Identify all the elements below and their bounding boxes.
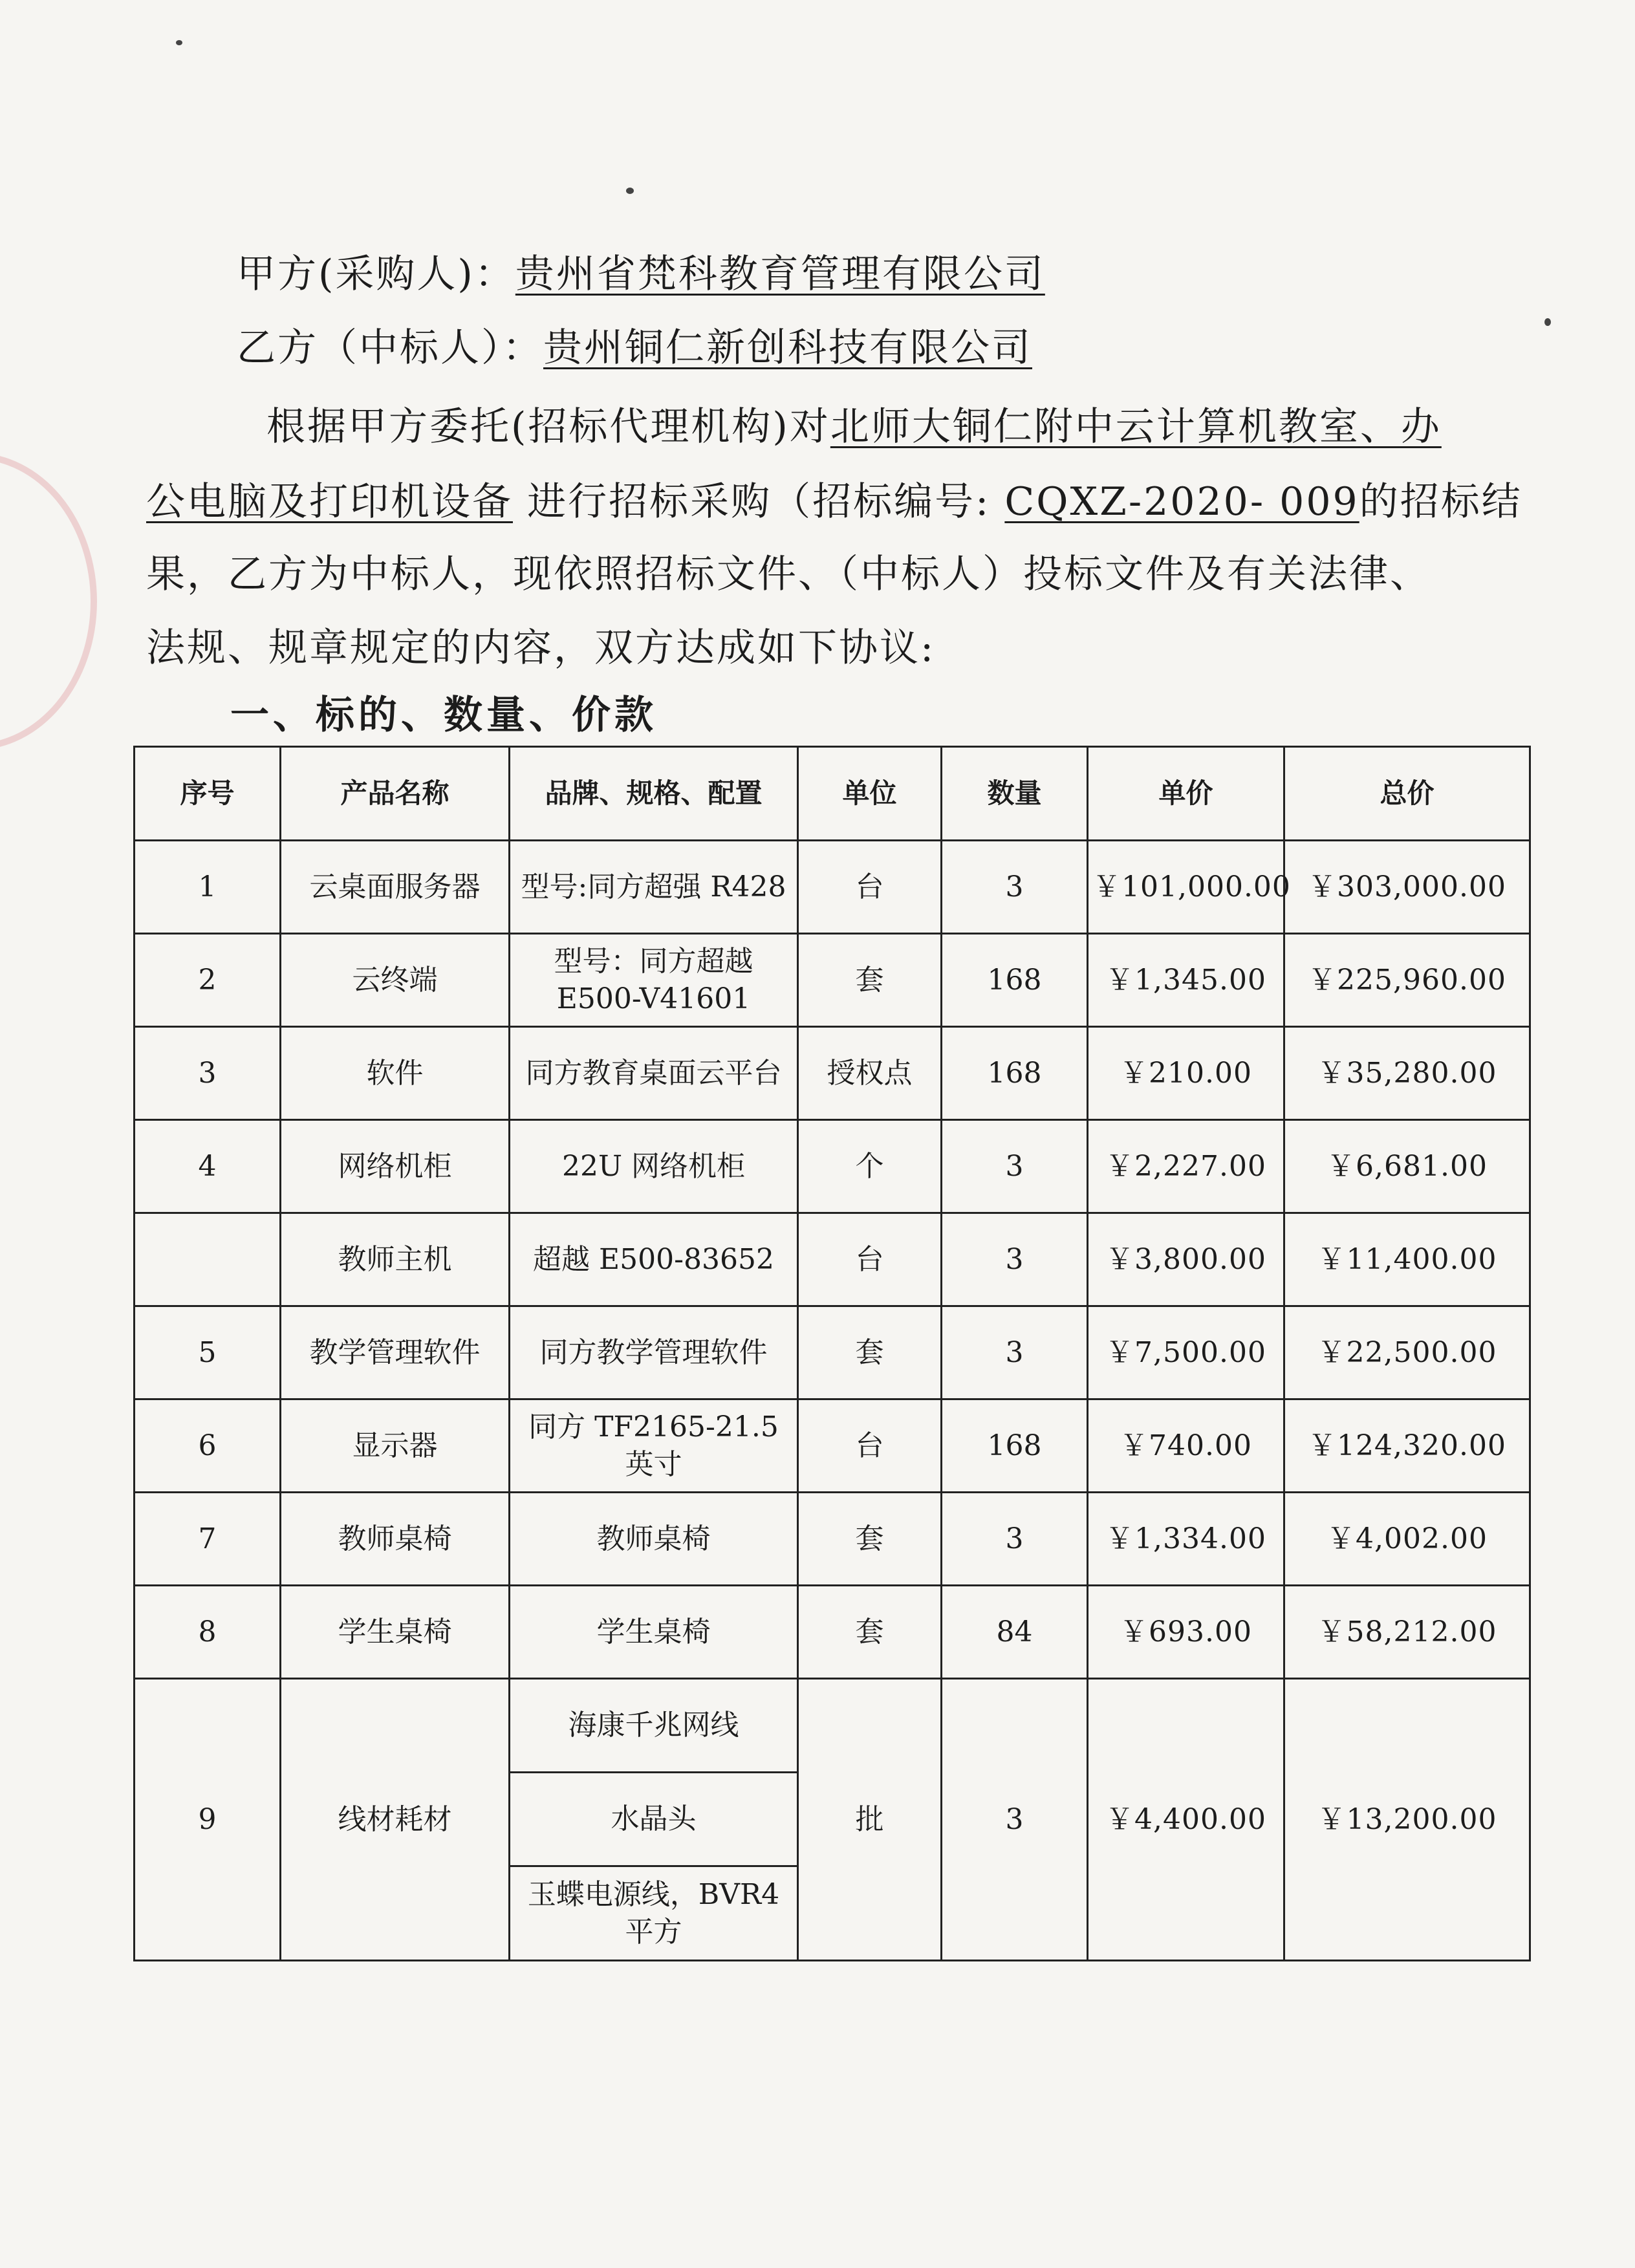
row-name: 云终端 [281, 934, 510, 1027]
intro-text: 根据甲方委托(招标代理机构)对 [266, 404, 830, 449]
row-unit: 台 [798, 1213, 942, 1306]
intro-line-1 [266, 401, 1442, 453]
row-price: ￥4,400.00 [1088, 1679, 1284, 1961]
row-name: 云桌面服务器 [281, 841, 510, 934]
table-row [135, 1586, 1530, 1679]
scan-speck [626, 188, 634, 194]
row-no [135, 1213, 281, 1306]
row-qty: 168 [942, 934, 1088, 1027]
table-row [135, 1213, 1530, 1306]
row-total: ￥124,320.00 [1284, 1399, 1530, 1493]
table-row [135, 841, 1530, 934]
row-unit: 批 [798, 1679, 942, 1961]
row-qty: 3 [942, 1493, 1088, 1586]
header-unit: 单位 [798, 747, 942, 841]
row-qty: 168 [942, 1399, 1088, 1493]
row-name: 教师桌椅 [281, 1493, 510, 1586]
row-unit: 套 [798, 1493, 942, 1586]
row-price: ￥693.00 [1088, 1586, 1284, 1679]
party-b-line [237, 322, 1032, 374]
row-no: 2 [135, 934, 281, 1027]
table-row-last [135, 1679, 1530, 1773]
intro-text: 进行招标采购（招标编号: [513, 479, 1005, 524]
row-unit: 套 [798, 1586, 942, 1679]
row-price: ￥3,800.00 [1088, 1213, 1284, 1306]
row-name: 教学管理软件 [281, 1306, 510, 1399]
row-total: ￥13,200.00 [1284, 1679, 1530, 1961]
row-total: ￥6,681.00 [1284, 1120, 1530, 1213]
row-no: 5 [135, 1306, 281, 1399]
red-seal-stamp [0, 453, 97, 750]
scan-speck [176, 40, 182, 45]
party-a-label: 甲方(采购人)： [237, 252, 515, 297]
table-row [135, 1027, 1530, 1120]
section-title: 一、标的、数量、价款 [230, 693, 657, 738]
intro-line-3: 果，乙方为中标人，现依照招标文件、（中标人）投标文件及有关法律、 [146, 552, 1431, 597]
row-price: ￥740.00 [1088, 1399, 1284, 1493]
row-qty: 168 [942, 1027, 1088, 1120]
header-spec: 品牌、规格、配置 [510, 747, 798, 841]
table-header-row [135, 747, 1530, 841]
row-spec-sub: 水晶头 [510, 1773, 798, 1866]
row-total: ￥11,400.00 [1284, 1213, 1530, 1306]
header-qty: 数量 [942, 747, 1088, 841]
row-unit: 台 [798, 841, 942, 934]
row-qty: 3 [942, 1306, 1088, 1399]
row-spec: 型号：同方超越 E500-V41601 [510, 934, 798, 1027]
intro-line-2 [146, 476, 1522, 528]
row-price: ￥1,334.00 [1088, 1493, 1284, 1586]
row-no: 6 [135, 1399, 281, 1493]
row-unit: 授权点 [798, 1027, 942, 1120]
row-price: ￥2,227.00 [1088, 1120, 1284, 1213]
row-name: 软件 [281, 1027, 510, 1120]
row-no: 7 [135, 1493, 281, 1586]
table-row [135, 934, 1530, 1027]
row-name: 线材耗材 [281, 1679, 510, 1961]
row-total: ￥4,002.00 [1284, 1493, 1530, 1586]
header-price: 单价 [1088, 747, 1284, 841]
row-total: ￥225,960.00 [1284, 934, 1530, 1027]
header-no: 序号 [135, 747, 281, 841]
row-qty: 3 [942, 1120, 1088, 1213]
row-unit: 个 [798, 1120, 942, 1213]
table-row [135, 1306, 1530, 1399]
table-row [135, 1120, 1530, 1213]
intro-text: 的招标结 [1359, 479, 1522, 524]
row-price: ￥210.00 [1088, 1027, 1284, 1120]
row-spec: 学生桌椅 [510, 1586, 798, 1679]
row-total: ￥35,280.00 [1284, 1027, 1530, 1120]
row-unit: 台 [798, 1399, 942, 1493]
row-price: ￥101,000.00 [1088, 841, 1284, 934]
row-name: 教师主机 [281, 1213, 510, 1306]
row-no: 3 [135, 1027, 281, 1120]
row-spec: 教师桌椅 [510, 1493, 798, 1586]
items-table [133, 746, 1531, 1961]
party-b-name: 贵州铜仁新创科技有限公司 [543, 325, 1032, 371]
row-spec: 22U 网络机柜 [510, 1120, 798, 1213]
row-no: 8 [135, 1586, 281, 1679]
row-no: 4 [135, 1120, 281, 1213]
row-spec: 同方 TF2165-21.5 英寸 [510, 1399, 798, 1493]
row-total: ￥22,500.00 [1284, 1306, 1530, 1399]
project-name-part-2: 公电脑及打印机设备 [146, 479, 513, 524]
row-name: 网络机柜 [281, 1120, 510, 1213]
table-row [135, 1399, 1530, 1493]
row-spec: 型号:同方超强 R428 [510, 841, 798, 934]
header-total: 总价 [1284, 747, 1530, 841]
project-name-part-1: 北师大铜仁附中云计算机教室、办 [830, 404, 1442, 449]
party-a-name: 贵州省梵科教育管理有限公司 [515, 252, 1045, 297]
party-a-line [237, 248, 1045, 300]
row-no: 9 [135, 1679, 281, 1961]
row-total: ￥58,212.00 [1284, 1586, 1530, 1679]
party-b-label: 乙方（中标人）： [237, 325, 543, 371]
row-spec-sub: 海康千兆网线 [510, 1679, 798, 1773]
header-name: 产品名称 [281, 747, 510, 841]
row-total: ￥303,000.00 [1284, 841, 1530, 934]
row-name: 学生桌椅 [281, 1586, 510, 1679]
row-qty: 3 [942, 1679, 1088, 1961]
row-spec: 同方教育桌面云平台 [510, 1027, 798, 1120]
scan-speck [1544, 318, 1551, 326]
row-spec: 同方教学管理软件 [510, 1306, 798, 1399]
intro-line-4: 法规、规章规定的内容，双方达成如下协议: [146, 625, 936, 671]
row-qty: 3 [942, 1213, 1088, 1306]
row-qty: 3 [942, 841, 1088, 934]
row-unit: 套 [798, 934, 942, 1027]
table-row [135, 1493, 1530, 1586]
row-price: ￥7,500.00 [1088, 1306, 1284, 1399]
tender-code: CQXZ-2020- 009 [1004, 479, 1359, 524]
row-unit: 套 [798, 1306, 942, 1399]
row-name: 显示器 [281, 1399, 510, 1493]
row-qty: 84 [942, 1586, 1088, 1679]
row-no: 1 [135, 841, 281, 934]
row-price: ￥1,345.00 [1088, 934, 1284, 1027]
row-spec: 超越 E500-83652 [510, 1213, 798, 1306]
row-spec-sub: 玉蝶电源线，BVR4 平方 [510, 1866, 798, 1961]
